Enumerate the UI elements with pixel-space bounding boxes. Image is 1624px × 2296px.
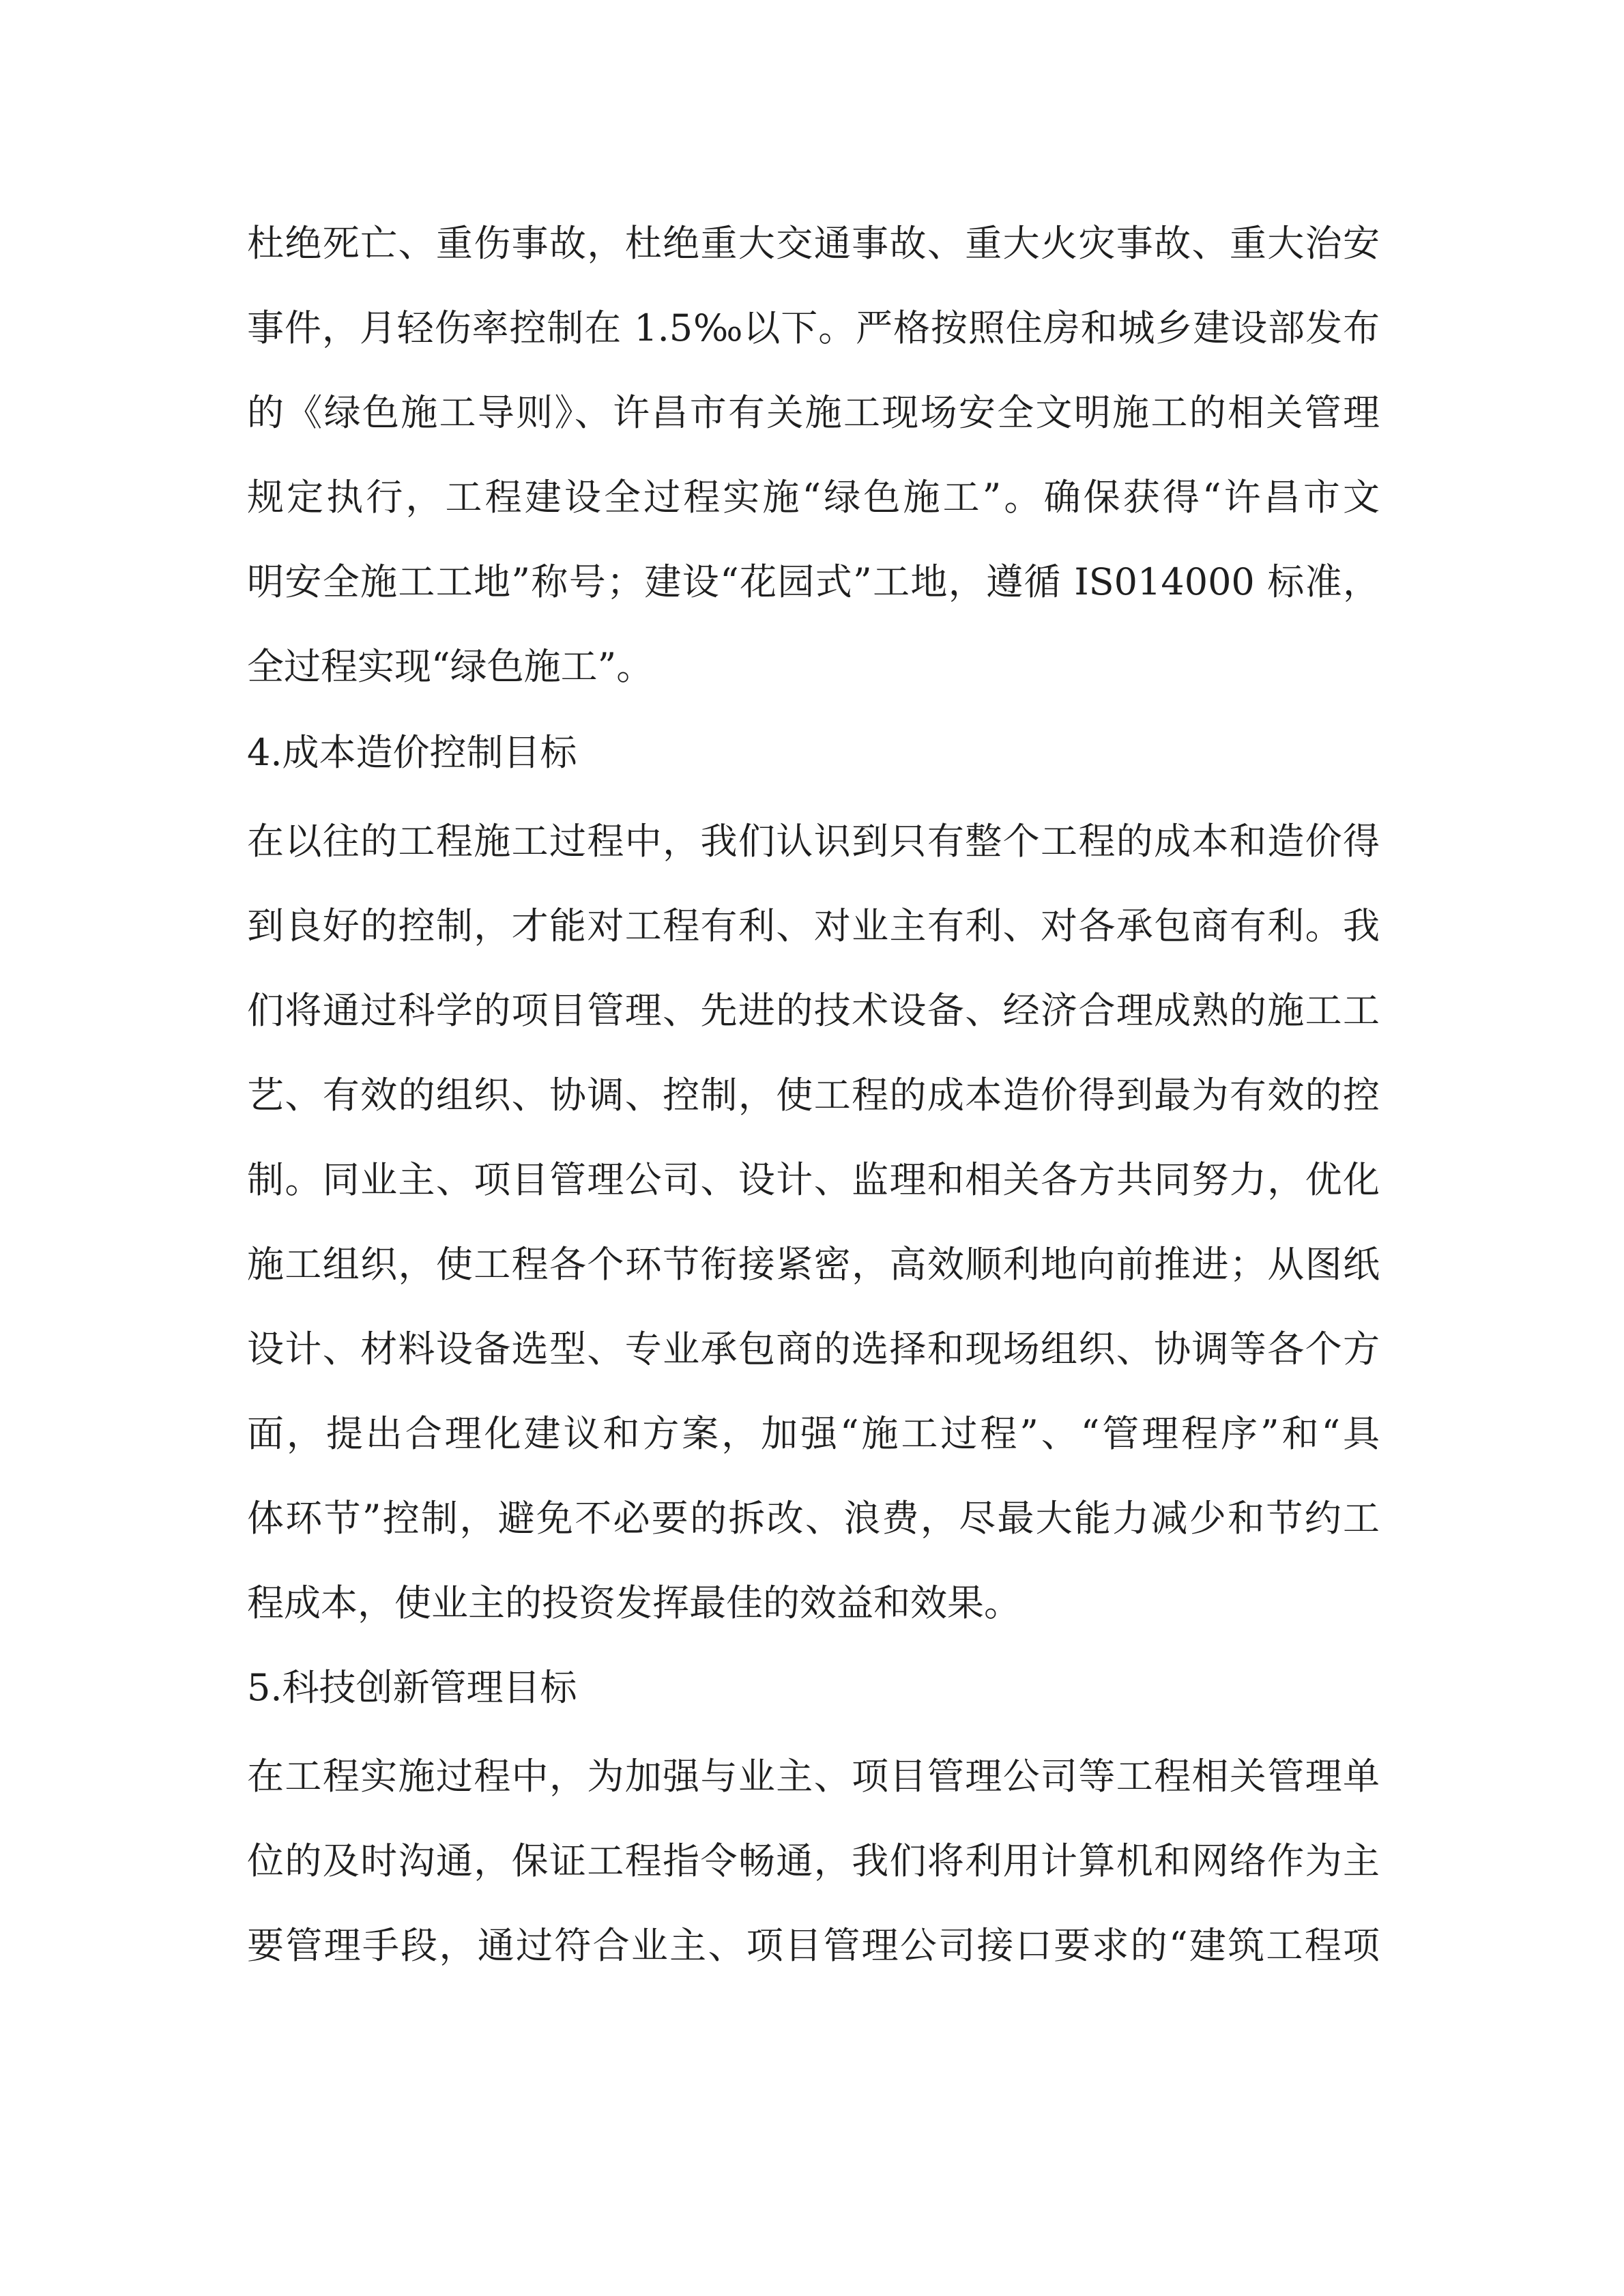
paragraph-line: 程成本，使业主的投资发挥最佳的效益和效果。 — [247, 1581, 1021, 1624]
paragraph-line: 全过程实现“绿色施工”。 — [247, 645, 654, 688]
paragraph-safety-goals — [247, 201, 1380, 709]
paragraph-line: 事件，月轻伤率控制在 1.5‰以下。严格按照住房和城乡建设部发布 — [247, 306, 1380, 349]
paragraph-line: 体环节”控制，避免不必要的拆改、浪费，尽最大能力减少和节约工 — [247, 1497, 1380, 1540]
paragraph-line: 施工组织，使工程各个环节衔接紧密，高效顺利地向前推进；从图纸 — [247, 1243, 1380, 1286]
paragraph-line: 明安全施工工地”称号；建设“花园式”工地，遵循 IS014000 标准， — [247, 560, 1380, 603]
paragraph-line: 设计、材料设备选型、专业承包商的选择和现场组织、协调等各个方 — [247, 1328, 1380, 1371]
paragraph-line: 的《绿色施工导则》、许昌市有关施工现场安全文明施工的相关管理 — [247, 391, 1380, 434]
paragraph-line: 艺、有效的组织、协调、控制，使工程的成本造价得到最为有效的控 — [247, 1074, 1380, 1117]
paragraph-line: 杜绝死亡、重伤事故，杜绝重大交通事故、重大火灾事故、重大治安 — [247, 222, 1380, 265]
paragraph-cost-control — [247, 799, 1380, 1646]
paragraph-line: 们将通过科学的项目管理、先进的技术设备、经济合理成熟的施工工 — [247, 989, 1380, 1032]
document-body — [247, 201, 1380, 1988]
section-heading-cost-control: 4.成本造价控制目标 — [247, 731, 577, 774]
paragraph-line: 要管理手段，通过符合业主、项目管理公司接口要求的“建筑工程项 — [247, 1924, 1380, 1967]
paragraph-line: 规定执行，工程建设全过程实施“绿色施工”。确保获得“许昌市文 — [247, 476, 1380, 519]
paragraph-line: 制。同业主、项目管理公司、设计、监理和相关各方共同努力，优化 — [247, 1158, 1380, 1201]
paragraph-line: 位的及时沟通，保证工程指令畅通，我们将利用计算机和网络作为主 — [247, 1839, 1380, 1882]
paragraph-tech-innovation — [247, 1734, 1380, 1988]
paragraph-line: 在以往的工程施工过程中，我们认识到只有整个工程的成本和造价得 — [247, 820, 1380, 863]
paragraph-line: 在工程实施过程中，为加强与业主、项目管理公司等工程相关管理单 — [247, 1755, 1380, 1798]
paragraph-line: 到良好的控制，才能对工程有利、对业主有利、对各承包商有利。我 — [247, 904, 1380, 947]
paragraph-line: 面，提出合理化建议和方案，加强“施工过程”、“管理程序”和“具 — [247, 1412, 1380, 1455]
section-heading-tech-innovation: 5.科技创新管理目标 — [247, 1666, 577, 1709]
